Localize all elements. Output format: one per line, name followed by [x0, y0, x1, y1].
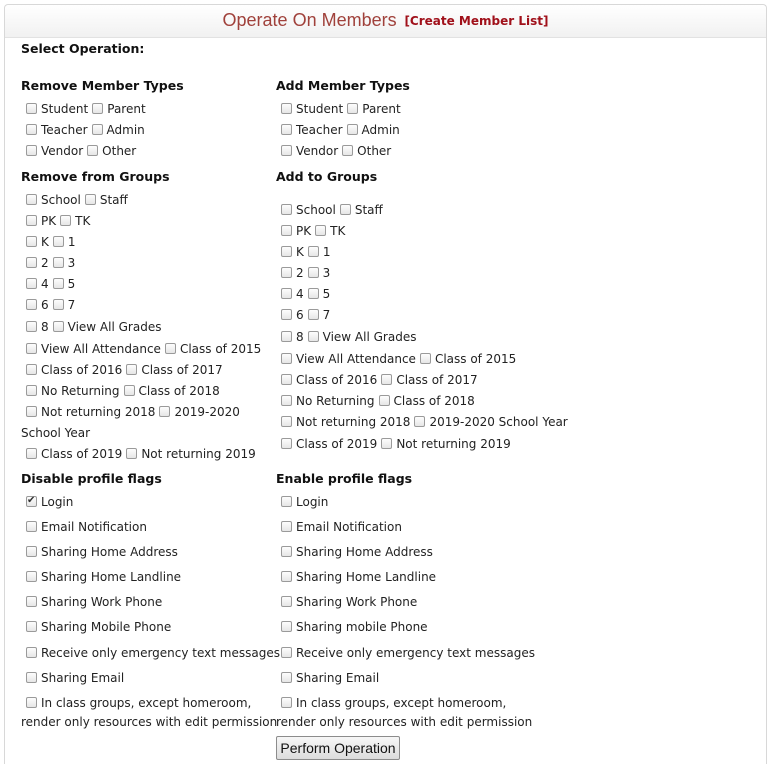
checkbox-label: No Returning	[41, 384, 120, 398]
add-group-checkbox[interactable]	[281, 288, 292, 299]
checkbox-label: Sharing Home Landline	[296, 570, 437, 584]
checkbox-label: Class of 2017	[141, 363, 223, 377]
add-group-row	[281, 394, 475, 408]
checkbox-label: Receive only emergency text messages	[41, 646, 280, 660]
checkbox-label: 5	[67, 277, 76, 291]
checkbox-label: Staff	[99, 193, 128, 207]
page-title: Operate On Members	[222, 10, 397, 30]
add-group-row	[281, 330, 416, 344]
checkbox-label: 3	[67, 256, 76, 270]
enable-flag-checkbox[interactable]	[281, 596, 292, 607]
checkbox-label: Login	[41, 495, 74, 509]
disable-flag-emergency-text	[26, 646, 280, 660]
enable-flag-email-notification	[281, 520, 402, 534]
remove-group-row	[26, 384, 220, 398]
enable-flag-checkbox[interactable]	[281, 647, 292, 658]
checkbox-label: 7	[322, 308, 331, 322]
enable-flag-sharing-email	[281, 671, 379, 685]
checkbox-label: 1	[67, 235, 76, 249]
enable-flag-checkbox[interactable]	[281, 521, 292, 532]
enable-flag-home-landline	[281, 570, 436, 584]
add-group-checkbox[interactable]	[379, 395, 390, 406]
checkbox-label: Not returning 2018	[41, 405, 156, 419]
checkbox-label: Other	[357, 144, 392, 158]
remove-group-row	[26, 193, 128, 207]
checkbox-label: K	[41, 235, 49, 249]
remove-group-checkbox[interactable]	[26, 257, 37, 268]
remove-group-checkbox[interactable]	[126, 364, 137, 375]
enable-flag-checkbox[interactable]	[281, 621, 292, 632]
enable-flag-work-phone	[281, 595, 417, 609]
checkbox-label: Teacher	[296, 123, 343, 137]
remove-type-row	[26, 123, 145, 137]
add-to-groups-heading: Add to Groups	[276, 169, 378, 184]
remove-group-row	[26, 277, 75, 291]
enable-flag-emergency-text	[281, 646, 535, 660]
checkbox-label: Class of 2017	[396, 373, 478, 387]
remove-group-row	[26, 405, 240, 419]
checkbox-label: Parent	[362, 102, 401, 116]
checkbox-label: TK	[75, 214, 91, 228]
remove-group-row	[26, 342, 261, 356]
add-group-row	[281, 373, 478, 387]
checkbox-label: 3	[322, 266, 331, 280]
disable-flag-login	[26, 495, 73, 509]
checkbox-label: Vendor	[41, 144, 84, 158]
checkbox-label: Sharing Home Landline	[41, 570, 182, 584]
remove-group-checkbox[interactable]	[26, 343, 37, 354]
checkbox-label: No Returning	[296, 394, 375, 408]
checkbox-label: Teacher	[41, 123, 88, 137]
remove-group-checkbox[interactable]	[124, 385, 135, 396]
checkbox-label: Parent	[107, 102, 146, 116]
remove-group-checkbox[interactable]	[126, 448, 137, 459]
disable-flag-checkbox[interactable]	[26, 621, 37, 632]
remove-type-other-checkbox[interactable]	[87, 145, 98, 156]
checkbox-label: Class of 2016	[296, 373, 378, 387]
disable-flag-sharing-email	[26, 671, 124, 685]
add-member-types-heading: Add Member Types	[276, 78, 410, 93]
add-type-admin-checkbox[interactable]	[347, 124, 358, 135]
checkbox-label: Vendor	[296, 144, 339, 158]
checkbox-label: 2	[41, 256, 49, 270]
add-group-checkbox[interactable]	[281, 204, 292, 215]
enable-flag-class-groups	[281, 696, 506, 710]
checkbox-label: 7	[67, 298, 76, 312]
disable-flag-class-groups	[26, 696, 251, 710]
disable-flag-home-address	[26, 545, 178, 559]
checkbox-label: K	[296, 245, 304, 259]
add-group-checkbox[interactable]	[414, 416, 425, 427]
checkbox-label: Email Notification	[41, 520, 147, 534]
checkbox-label: Class of 2015	[179, 342, 262, 356]
add-group-checkbox[interactable]	[281, 374, 292, 385]
enable-flag-checkbox[interactable]	[281, 571, 292, 582]
enable-flag-class-groups-line2: render only resources with edit permission	[276, 715, 533, 729]
remove-type-vendor-checkbox[interactable]	[26, 145, 37, 156]
add-group-checkbox[interactable]	[315, 225, 326, 236]
checkbox-label: Class of 2019	[41, 447, 123, 461]
disable-flag-class-groups-line2: render only resources with edit permission	[21, 715, 278, 729]
remove-group-checkbox[interactable]	[60, 215, 71, 226]
disable-flag-checkbox[interactable]	[26, 521, 37, 532]
add-type-teacher-checkbox[interactable]	[281, 124, 292, 135]
remove-group-checkbox[interactable]	[26, 194, 37, 205]
add-group-checkbox[interactable]	[281, 353, 292, 364]
add-group-checkbox[interactable]	[281, 225, 292, 236]
checkbox-label: Class of 2015	[434, 352, 517, 366]
checkbox-label: Class of 2019	[296, 437, 378, 451]
checkbox-label: Sharing Home Address	[41, 545, 178, 559]
add-type-other-checkbox[interactable]	[342, 145, 353, 156]
add-group-checkbox[interactable]	[381, 438, 392, 449]
disable-flag-mobile-phone	[26, 620, 171, 634]
checkbox-label: View All Attendance	[41, 342, 161, 356]
checkbox-label: Student	[296, 102, 344, 116]
disable-flag-work-phone	[26, 595, 162, 609]
remove-group-checkbox[interactable]	[26, 278, 37, 289]
remove-group-checkbox[interactable]	[53, 278, 64, 289]
add-group-row	[281, 266, 330, 280]
remove-type-parent-checkbox[interactable]	[92, 103, 103, 114]
checkbox-label: Sharing Work Phone	[296, 595, 418, 609]
checkbox-label: TK	[330, 224, 346, 238]
checkbox-label: Sharing Email	[296, 671, 380, 685]
disable-flag-checkbox[interactable]	[26, 647, 37, 658]
remove-from-groups-heading: Remove from Groups	[21, 169, 170, 184]
remove-type-teacher-checkbox[interactable]	[26, 124, 37, 135]
remove-group-checkbox[interactable]	[53, 299, 64, 310]
checkbox-label: 6	[296, 308, 304, 322]
checkbox-label: Sharing Mobile Phone	[41, 620, 172, 634]
remove-group-row	[26, 298, 75, 312]
add-type-vendor-checkbox[interactable]	[281, 145, 292, 156]
remove-group-checkbox[interactable]	[26, 364, 37, 375]
add-group-checkbox[interactable]	[281, 267, 292, 278]
remove-type-row	[26, 102, 146, 116]
add-group-checkbox[interactable]	[308, 331, 319, 342]
remove-group-checkbox[interactable]	[53, 257, 64, 268]
checkbox-label: In class groups, except homeroom,	[296, 696, 507, 710]
checkbox-label: Receive only emergency text messages	[296, 646, 535, 660]
disable-flag-checkbox[interactable]	[26, 697, 37, 708]
remove-group-checkbox[interactable]	[26, 406, 37, 417]
remove-group-row	[26, 320, 161, 334]
remove-group-checkbox[interactable]	[26, 215, 37, 226]
remove-group-checkbox[interactable]	[26, 448, 37, 459]
add-group-checkbox[interactable]	[281, 246, 292, 257]
checkbox-label: Sharing Email	[41, 671, 125, 685]
add-group-row	[281, 415, 568, 429]
remove-group-row	[26, 235, 76, 249]
checkbox-label: PK	[296, 224, 312, 238]
select-operation-label: Select Operation:	[21, 41, 145, 56]
add-group-checkbox[interactable]	[281, 309, 292, 320]
add-group-checkbox[interactable]	[340, 204, 351, 215]
remove-group-checkbox[interactable]	[26, 385, 37, 396]
disable-flag-login-checkbox[interactable]	[26, 496, 37, 507]
checkbox-label: Class of 2016	[41, 363, 123, 377]
checkbox-label: Sharing Home Address	[296, 545, 433, 559]
checkbox-label: Other	[102, 144, 137, 158]
checkbox-label: 8	[296, 330, 304, 344]
panel-header	[5, 5, 766, 38]
disable-profile-flags-heading: Disable profile flags	[21, 471, 162, 486]
add-type-row	[281, 102, 401, 116]
add-group-checkbox[interactable]	[281, 438, 292, 449]
checkbox-label: Not returning 2018	[296, 415, 411, 429]
checkbox-label: PK	[41, 214, 57, 228]
checkbox-label: Class of 2018	[393, 394, 475, 408]
checkbox-label: 2019-2020	[174, 405, 240, 419]
perform-operation-button[interactable]: Perform Operation	[276, 736, 400, 760]
checkbox-label: Staff	[354, 203, 383, 217]
remove-group-checkbox[interactable]	[165, 343, 176, 354]
disable-flag-checkbox[interactable]	[26, 571, 37, 582]
remove-group-checkbox[interactable]	[53, 236, 64, 247]
enable-profile-flags-heading: Enable profile flags	[276, 471, 413, 486]
checkbox-label: School	[41, 193, 81, 207]
add-type-parent-checkbox[interactable]	[347, 103, 358, 114]
add-group-checkbox[interactable]	[420, 353, 431, 364]
disable-flag-email-notification	[26, 520, 147, 534]
school-year-wrap-label: School Year	[21, 426, 91, 440]
checkbox-label: View All Grades	[322, 330, 417, 344]
remove-group-row	[26, 256, 75, 270]
remove-group-checkbox[interactable]	[159, 406, 170, 417]
checkbox-label: Login	[296, 495, 329, 509]
enable-flag-checkbox[interactable]	[281, 672, 292, 683]
remove-member-types-heading: Remove Member Types	[21, 78, 184, 93]
add-type-student-checkbox[interactable]	[281, 103, 292, 114]
add-group-row	[281, 203, 383, 217]
add-group-row	[281, 308, 330, 322]
remove-group-row	[26, 363, 223, 377]
disable-flag-checkbox[interactable]	[26, 596, 37, 607]
checkbox-label: Admin	[106, 123, 145, 137]
checkbox-label: 2019-2020 School Year	[429, 415, 568, 429]
checkbox-label: Sharing Work Phone	[41, 595, 163, 609]
enable-flag-login-checkbox[interactable]	[281, 496, 292, 507]
remove-group-row	[26, 214, 90, 228]
checkbox-label: Class of 2018	[138, 384, 220, 398]
checkbox-label: Admin	[361, 123, 400, 137]
add-group-checkbox[interactable]	[308, 309, 319, 320]
disable-flag-checkbox[interactable]	[26, 546, 37, 557]
remove-group-checkbox[interactable]	[26, 321, 37, 332]
remove-type-admin-checkbox[interactable]	[92, 124, 103, 135]
checkbox-label: View All Attendance	[296, 352, 416, 366]
checkbox-label: School	[296, 203, 336, 217]
checkbox-label: 5	[322, 287, 331, 301]
add-group-row	[281, 287, 330, 301]
checkbox-label: Sharing mobile Phone	[296, 620, 428, 634]
checkbox-label: 1	[322, 245, 331, 259]
remove-type-student-checkbox[interactable]	[26, 103, 37, 114]
add-type-row	[281, 144, 391, 158]
add-type-row	[281, 123, 400, 137]
add-group-checkbox[interactable]	[381, 374, 392, 385]
checkbox-label: Not returning 2019	[396, 437, 511, 451]
enable-flag-checkbox[interactable]	[281, 546, 292, 557]
add-group-checkbox[interactable]	[281, 331, 292, 342]
add-group-checkbox[interactable]	[281, 416, 292, 427]
add-group-checkbox[interactable]	[281, 395, 292, 406]
remove-group-checkbox[interactable]	[26, 299, 37, 310]
checkbox-label: In class groups, except homeroom,	[41, 696, 252, 710]
add-group-checkbox[interactable]	[308, 246, 319, 257]
enable-flag-checkbox[interactable]	[281, 697, 292, 708]
remove-group-checkbox[interactable]	[26, 236, 37, 247]
checkbox-label: Not returning 2019	[141, 447, 256, 461]
remove-type-row	[26, 144, 136, 158]
checkbox-label: 2	[296, 266, 304, 280]
checkbox-label: 4	[41, 277, 49, 291]
add-group-row	[281, 437, 511, 451]
create-member-list-link[interactable]: [Create Member List]	[404, 14, 549, 28]
add-group-row	[281, 245, 331, 259]
checkbox-label: 6	[41, 298, 49, 312]
checkbox-label: Email Notification	[296, 520, 402, 534]
checkbox-label: View All Grades	[67, 320, 162, 334]
checkbox-label: 4	[296, 287, 304, 301]
remove-group-checkbox[interactable]	[53, 321, 64, 332]
enable-flag-home-address	[281, 545, 433, 559]
disable-flag-home-landline	[26, 570, 181, 584]
remove-group-checkbox[interactable]	[85, 194, 96, 205]
add-group-row	[281, 352, 516, 366]
checkbox-label: Student	[41, 102, 89, 116]
disable-flag-checkbox[interactable]	[26, 672, 37, 683]
checkbox-label: 8	[41, 320, 49, 334]
add-group-checkbox[interactable]	[308, 267, 319, 278]
enable-flag-login	[281, 495, 328, 509]
remove-group-row	[26, 447, 256, 461]
enable-flag-mobile-phone	[281, 620, 428, 634]
add-group-checkbox[interactable]	[308, 288, 319, 299]
add-group-row	[281, 224, 345, 238]
